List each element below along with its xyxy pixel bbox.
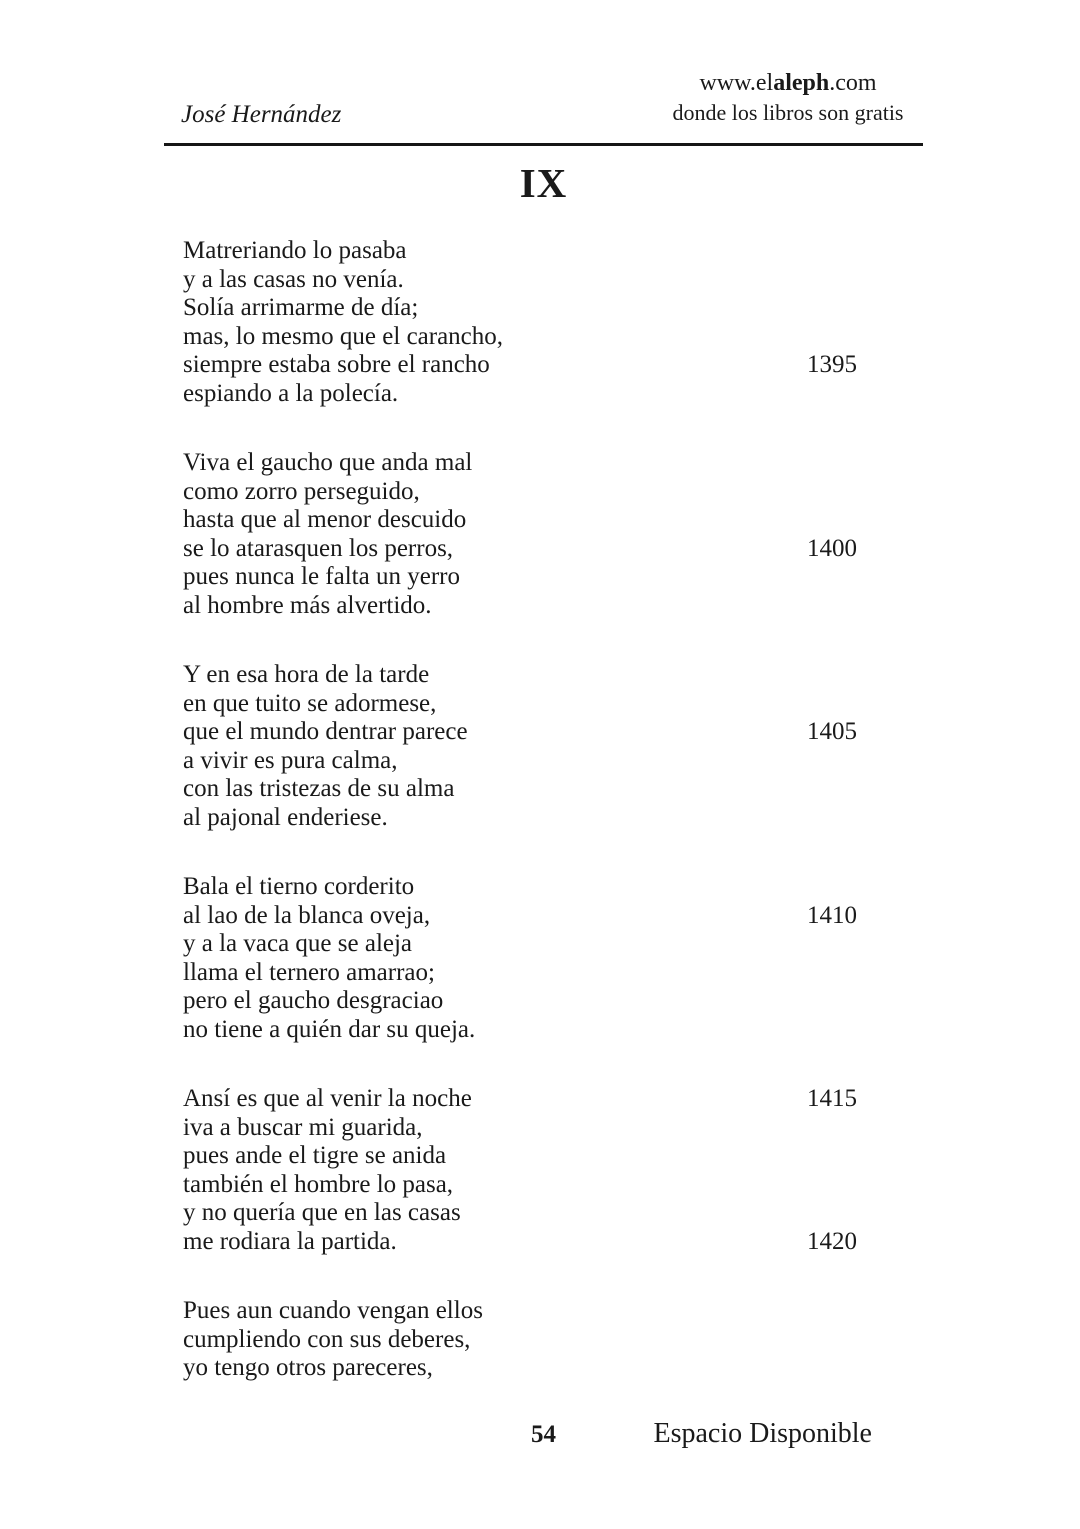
poem-line [183,1199,857,1228]
site-url-suffix: .com [829,70,877,96]
poem-line-text: Matreriando lo pasaba [183,237,407,264]
poem-line [183,987,857,1016]
poem-line-text: también el hombre lo pasa, [183,1170,454,1198]
poem-line [183,959,857,988]
verse-line-number: 1415 [807,1085,857,1112]
poem-line-text: al lao de la blanca oveja, [183,901,431,929]
poem-line-text: Pues aun cuando vengan ellos [183,1297,483,1324]
poem-line [183,449,857,478]
verse-line-number: 1405 [807,718,857,745]
verse-line-number: 1420 [807,1227,857,1255]
poem-line-text: se lo atarasquen los perros, [183,534,454,562]
stanza [183,1297,857,1383]
poem-line [183,266,857,295]
poem-line-text: mas, lo mesmo que el carancho, [183,322,504,350]
stanza [183,1085,857,1256]
poem-line-text: al pajonal enderiese. [183,803,388,831]
header-rule [164,143,923,146]
poem-line [183,1297,857,1326]
poem-line [183,902,857,931]
poem [183,237,857,1383]
poem-line-text: Y en esa hora de la tarde [183,661,430,688]
poem-line [183,478,857,507]
poem-line-text: a vivir es pura calma, [183,746,398,774]
poem-line-text: Ansí es que al venir la noche [183,1085,472,1112]
verse-line-number: 1410 [807,901,857,929]
poem-line-text: hasta que al menor descuido [183,506,467,533]
poem-line-text: Viva el gaucho que anda mal [183,449,473,476]
poem-line [183,1326,857,1355]
site-tagline: donde los libros son gratis [672,100,904,125]
poem-line-text: Bala el tierno corderito [183,873,415,900]
poem-line [183,294,857,323]
site-url-bold: aleph [773,70,830,96]
poem-line-text: no tiene a quién dar su queja. [183,1015,476,1043]
poem-line [183,747,857,776]
poem-line [183,690,857,719]
poem-line-text: en que tuito se adormese, [183,689,437,717]
poem-line-text: como zorro perseguido, [183,477,420,505]
poem-line [183,1016,857,1045]
poem-line [183,930,857,959]
footer-note: Espacio Disponible [653,1418,872,1449]
poem-line [183,804,857,833]
poem-line [183,535,857,564]
poem-line [183,1228,857,1257]
poem-line [183,592,857,621]
site-url-prefix: www.el [699,70,774,96]
poem-line [183,1142,857,1171]
poem-line [183,237,857,266]
poem-line-text: me rodiara la partida. [183,1227,397,1255]
poem-line-text: espiando a la polecía. [183,379,399,407]
poem-line-text: pero el gaucho desgraciao [183,987,444,1014]
poem-line [183,1085,857,1114]
poem-line [183,1354,857,1383]
chapter-title: IX [519,160,568,206]
site-url [633,69,943,97]
poem-line-text: siempre estaba sobre el rancho [183,351,490,378]
poem-line [183,718,857,747]
poem-line-text: Solía arrimarme de día; [183,294,419,321]
poem-line [183,775,857,804]
poem-line-text: pues nunca le falta un yerro [183,563,460,590]
poem-line-text: iva a buscar mi guarida, [183,1113,423,1141]
stanza [183,873,857,1044]
poem-line [183,323,857,352]
poem-line-text: llama el ternero amarrao; [183,958,435,986]
poem-line-text: pues ande el tigre se anida [183,1142,447,1169]
poem-line [183,351,857,380]
poem-line [183,873,857,902]
page-number: 54 [531,1421,556,1448]
poem-line-text: al hombre más alvertido. [183,591,432,619]
stanza [183,661,857,832]
poem-line [183,563,857,592]
poem-line-text: y no quería que en las casas [183,1199,461,1226]
poem-line-text: y a las casas no venía. [183,265,404,293]
author-name: José Hernández [181,101,342,128]
poem-line [183,380,857,409]
poem-line-text: y a la vaca que se aleja [183,930,413,957]
poem-line-text: con las tristezas de su alma [183,775,455,802]
stanza [183,237,857,408]
verse-line-number: 1395 [807,351,857,378]
stanza [183,449,857,620]
poem-line-text: yo tengo otros pareceres, [183,1354,433,1381]
site-block [633,69,943,126]
poem-line [183,1114,857,1143]
poem-line [183,661,857,690]
poem-line-text: que el mundo dentrar parece [183,718,468,745]
verse-line-number: 1400 [807,534,857,562]
poem-line-text: cumpliendo con sus deberes, [183,1325,471,1353]
poem-line [183,1171,857,1200]
poem-line [183,506,857,535]
